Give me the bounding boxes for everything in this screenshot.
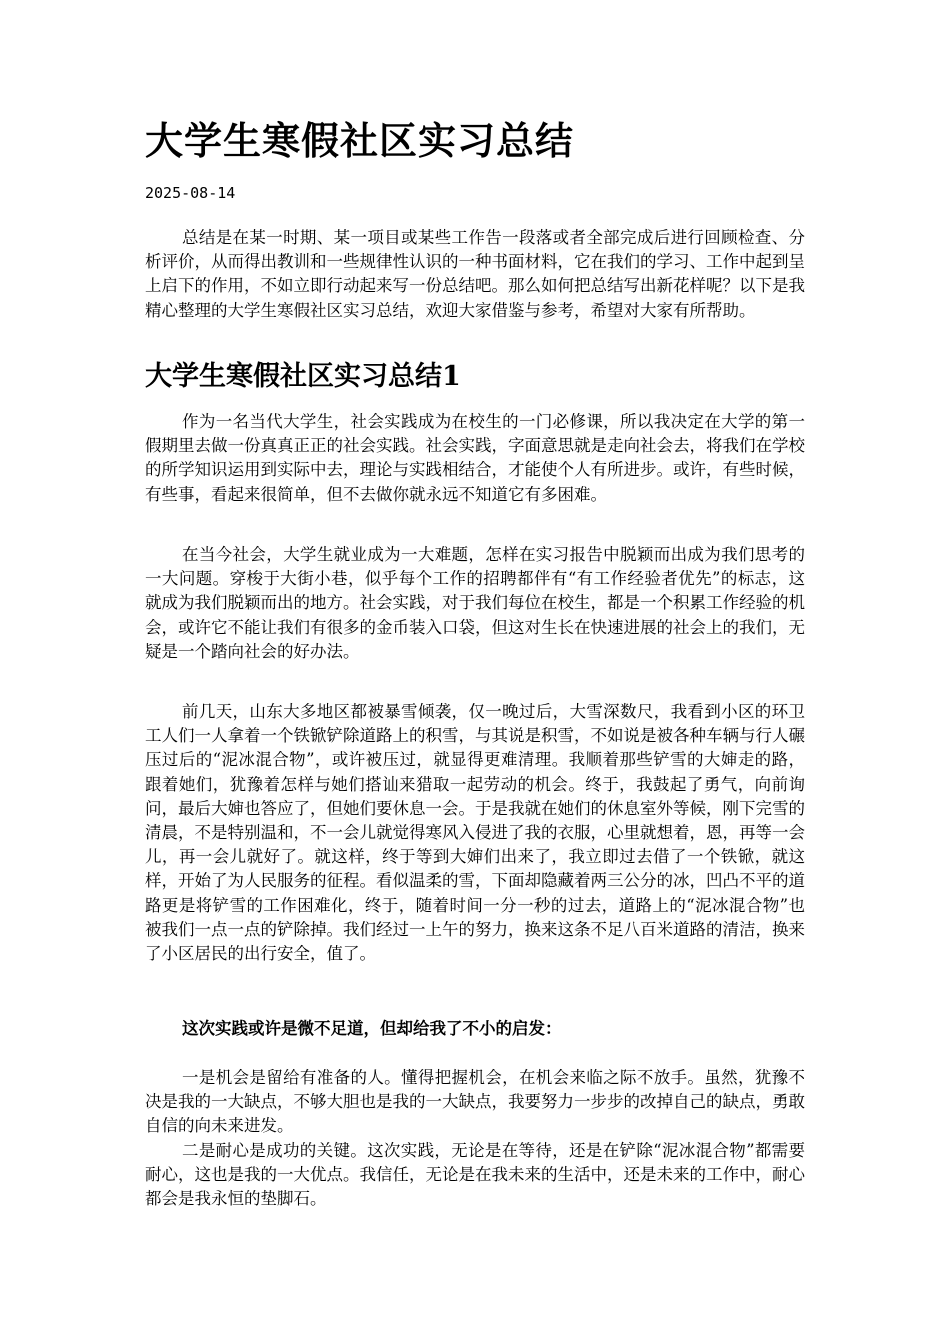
section-heading: 大学生寒假社区实习总结1 [145,361,461,392]
paragraph-3: 前几天，山东大多地区都被暴雪倾袭，仅一晚过后，大雪深数尺，我看到小区的环卫工人们一人拿着一个铁锨铲除道路上的积雪，与其说是积雪，不如说是被各种车辆与行人碾压过后的“泥冰混合物”，或许被压过，就显得更难清理。我顺着那些铲雪的大婶走的路，跟着她们，犹豫着怎样与她们搭讪来猎取一起劳动的机会。终于，我鼓起了勇气，向前询问，最后大婶也答应了，但她们要休息一会。于是我就在她们的休息室外等候，刚下完雪的清晨，不是特别温和，不一会儿就觉得寒风入侵进了我的衣服，心里就想着，恩，再等一会儿，再一会儿就好了。就这样，终于等到大婶们出来了，我立即过去借了一个铁锨，就这样，开始了为人民服务的征程。看似温柔的雪，下面却隐藏着两三公分的冰，凹凸不平的道路更是将铲雪的工作困难化，终于，随着时间一分一秒的过去，道路上的“泥冰混合物”也被我们一点一点的铲除掉。我们经过一上午的努力，换来这条不足八百米道路的清洁，换来了小区居民的出行安全，值了。 [145,702,805,964]
paragraph-2: 在当今社会，大学生就业成为一大难题，怎样在实习报告中脱颖而出成为我们思考的一大问题。穿梭于大街小巷，似乎每个工作的招聘都伴有“有工作经验者优先”的标志，这就成为我们脱颖而出的地方。社会实践，对于我们每位在校生，都是一个积累工作经验的机会，或许它不能让我们有很多的金币装入口袋，但这对生长在快速进展的社会上的我们，无疑是一个踏向社会的好办法。 [145,545,805,661]
document-title: 大学生寒假社区实习总结 [145,118,575,163]
paragraph-4: 一是机会是留给有准备的人。懂得把握机会，在机会来临之际不放手。虽然，犹豫不决是我的一大缺点，不够大胆也是我的一大缺点，我要努力一步步的改掉自己的缺点，勇敢自信的向未来进发。 [145,1068,805,1136]
paragraph-1: 作为一名当代大学生，社会实践成为在校生的一门必修课，所以我决定在大学的第一假期里去做一份真真正正的社会实践。社会实践，字面意思就是走向社会去，将我们在学校的所学知识运用到实际中去，理论与实践相结合，才能使个人有所进步。或许，有些时候，有些事，看起来很简单，但不去做你就永远不知道它有多困难。 [145,412,805,504]
intro-paragraph: 总结是在某一时期、某一项目或某些工作告一段落或者全部完成后进行回顾检查、分析评价，从而得出教训和一些规律性认识的一种书面材料，它在我们的学习、工作中起到呈上启下的作用，不如立即行动起来写一份总结吧。那么如何把总结写出新花样呢？以下是我精心整理的大学生寒假社区实习总结，欢迎大家借鉴与参考，希望对大家有所帮助。 [145,228,805,320]
bold-summary-line: 这次实践或许是微不足道，但却给我了不小的启发： [182,1019,562,1038]
publish-date: 2025-08-14 [145,184,236,202]
paragraph-5: 二是耐心是成功的关键。这次实践，无论是在等待，还是在铲除“泥冰混合物”都需要耐心，这也是我的一大优点。我信任，无论是在我未来的生活中，还是未来的工作中，耐心都会是我永恒的垫脚石。 [145,1141,805,1209]
